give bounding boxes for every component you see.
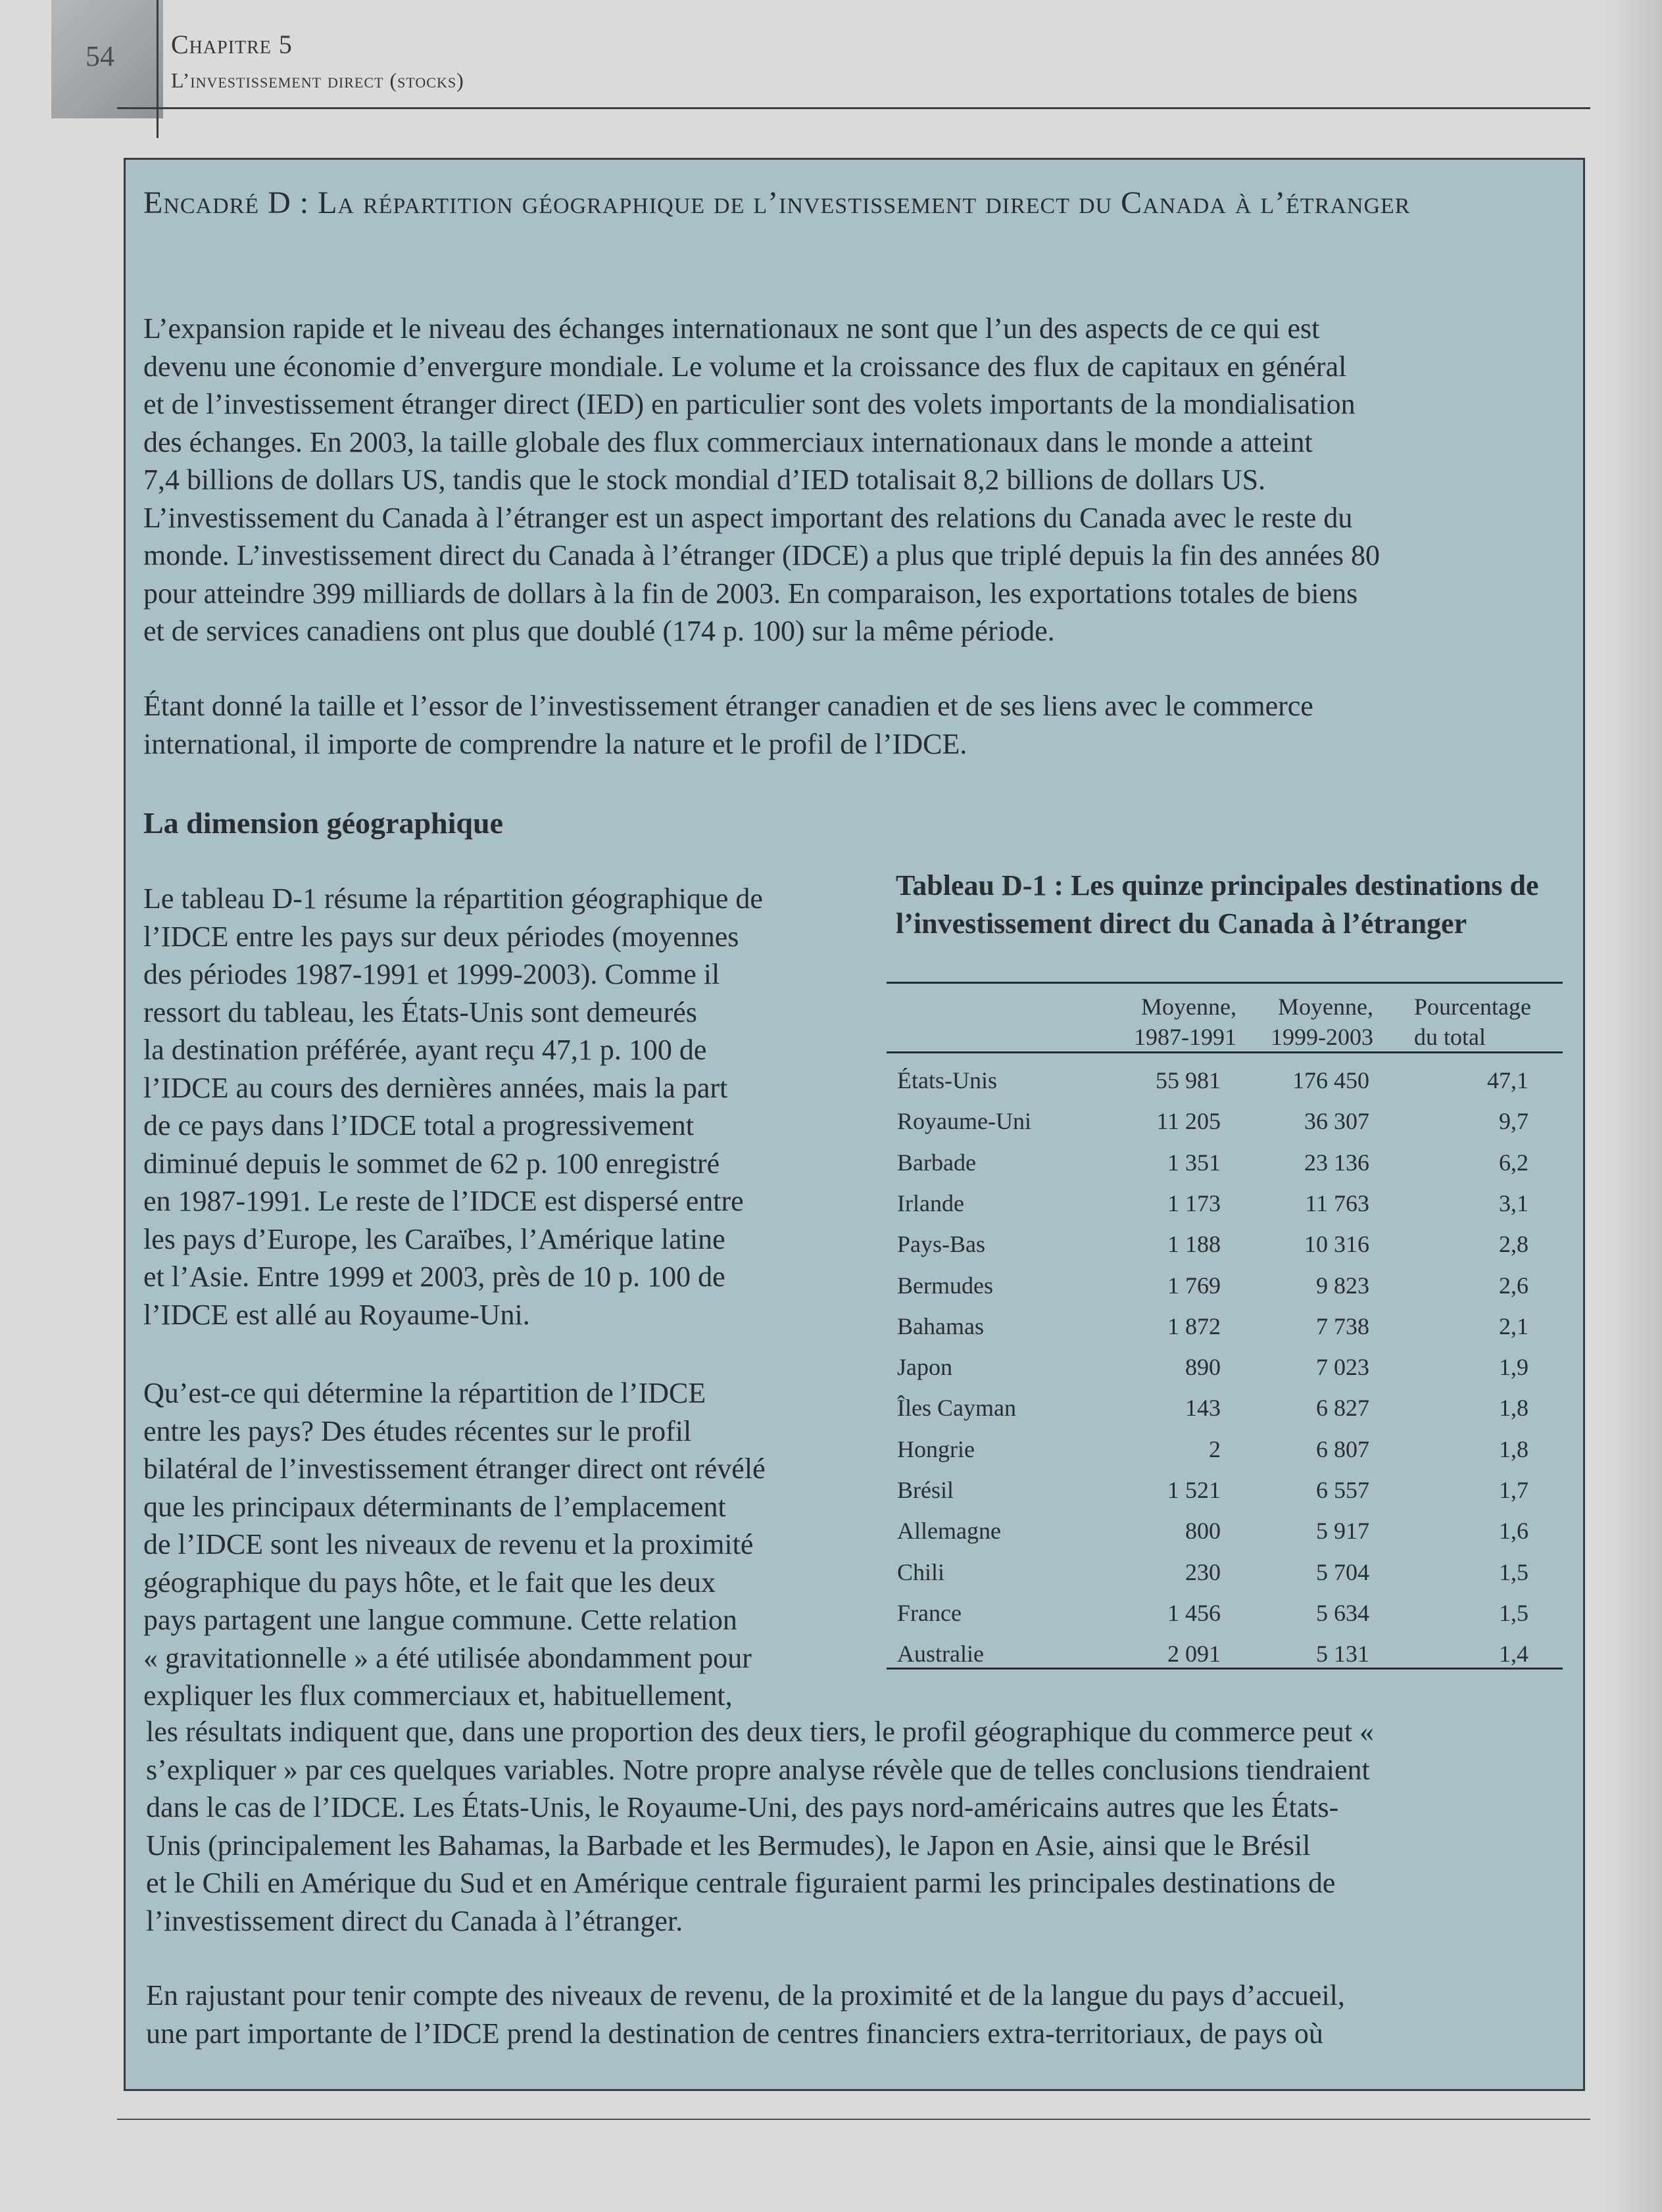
country-cell: Barbade [897, 1149, 976, 1176]
table-row [887, 1224, 1563, 1264]
table-header-col3 [1414, 992, 1565, 1052]
table-row [887, 1183, 1563, 1224]
table-header-rule [887, 1051, 1563, 1053]
country-cell: Allemagne [897, 1518, 1001, 1545]
text-line: pays partagent une langue commune. Cette relation [143, 1604, 737, 1636]
avg-1999-2003-cell: 7 738 [1316, 1312, 1369, 1339]
country-cell: Bahamas [897, 1312, 984, 1339]
table-row [887, 1429, 1563, 1470]
avg-1999-2003-cell: 5 634 [1316, 1599, 1369, 1626]
percent-total-cell: 3,1 [1499, 1190, 1528, 1216]
percent-total-cell: 1,8 [1499, 1435, 1528, 1462]
text-line: diminué depuis le sommet de 62 p. 100 enregistré [143, 1147, 720, 1180]
percent-total-cell: 1,5 [1499, 1599, 1528, 1626]
avg-1999-2003-cell: 6 807 [1316, 1435, 1369, 1462]
table-row [887, 1060, 1563, 1101]
country-cell: Chili [897, 1558, 945, 1585]
country-cell: États-Unis [897, 1067, 997, 1094]
country-cell: Îles Cayman [897, 1395, 1016, 1422]
country-cell: Pays-Bas [897, 1231, 985, 1258]
table-header-col1 [1079, 992, 1236, 1052]
text-line: Étant donné la taille et l’essor de l’investissement étranger canadien et de ses liens avec le commerce [143, 690, 1313, 722]
country-cell: Hongrie [897, 1435, 975, 1462]
table-top-rule [887, 982, 1563, 984]
avg-1999-2003-cell: 6 557 [1316, 1477, 1369, 1503]
country-cell: France [897, 1599, 962, 1626]
text-line: dans le cas de l’IDCE. Les États-Unis, le Royaume-Uni, des pays nord-américains autres que les États- [146, 1791, 1339, 1823]
country-cell: Japon [897, 1354, 952, 1381]
page-edge-shadow [1603, 0, 1662, 2212]
avg-1999-2003-cell: 176 450 [1292, 1067, 1369, 1094]
avg-1987-1991-cell: 890 [1185, 1354, 1221, 1381]
text-line: l’IDCE entre les pays sur deux périodes (moyennes [143, 920, 739, 953]
text-line: l’IDCE est allé au Royaume-Uni. [143, 1298, 530, 1331]
text-line: L’investissement du Canada à l’étranger est un aspect important des relations du Canada avec le reste du [143, 501, 1353, 534]
text-line: de l’IDCE sont les niveaux de revenu et la proximité [143, 1528, 754, 1560]
percent-total-cell: 6,2 [1499, 1149, 1528, 1176]
avg-1987-1991-cell: 1 456 [1167, 1599, 1221, 1626]
left-column-paragraph-2 [143, 1374, 873, 1715]
text-line: monde. L’investissement direct du Canada à l’étranger (IDCE) a plus que triplé depuis la fin des années 80 [143, 539, 1381, 571]
text-line: En rajustant pour tenir compte des niveaux de revenu, de la proximité et de la langue du pays d’accueil, [146, 1979, 1345, 2011]
table-row [887, 1306, 1563, 1347]
chapter-title: Chapitre 5 [171, 30, 293, 59]
text-line: ressort du tableau, les États-Unis sont demeurés [143, 996, 697, 1028]
intro-paragraph [143, 310, 1571, 650]
header-col1-line2: 1987-1991 [1134, 1024, 1236, 1050]
percent-total-cell: 1,6 [1499, 1518, 1528, 1545]
table-row [887, 1265, 1563, 1306]
avg-1999-2003-cell: 36 307 [1304, 1108, 1369, 1135]
percent-total-cell: 1,9 [1499, 1354, 1528, 1381]
percent-total-cell: 47,1 [1487, 1067, 1528, 1094]
percent-total-cell: 1,7 [1499, 1477, 1528, 1503]
avg-1987-1991-cell: 1 769 [1167, 1272, 1221, 1299]
text-line: expliquer les flux commerciaux et, habituellement, [143, 1679, 733, 1712]
text-line: et l’Asie. Entre 1999 et 2003, près de 10 p. 100 de [143, 1261, 725, 1293]
avg-1999-2003-cell: 9 823 [1316, 1272, 1369, 1299]
table-title: Tableau D-1 : Les quinze principales destinations de l’investissement direct du Canada à l’étranger [896, 869, 1539, 940]
table-row [887, 1593, 1563, 1633]
header-rule [117, 107, 1590, 109]
footer-rule [117, 2119, 1590, 2120]
avg-1987-1991-cell: 143 [1185, 1395, 1221, 1422]
table-row [887, 1510, 1563, 1551]
text-line: les pays d’Europe, les Caraïbes, l’Amérique latine [143, 1222, 725, 1255]
left-column-paragraph-1 [143, 880, 873, 1334]
table-row [887, 1347, 1563, 1387]
text-line: Le tableau D-1 résume la répartition géographique de [143, 882, 763, 915]
text-line: des périodes 1987-1991 et 1999-2003). Comme il [143, 958, 720, 990]
avg-1987-1991-cell: 1 173 [1167, 1190, 1221, 1216]
table-row [887, 1101, 1563, 1142]
header-col3-line2: du total [1414, 1024, 1486, 1050]
text-line: l’investissement direct du Canada à l’étranger. [146, 1904, 683, 1937]
text-line: en 1987-1991. Le reste de l’IDCE est dispersé entre [143, 1185, 744, 1217]
avg-1987-1991-cell: 230 [1185, 1558, 1221, 1585]
avg-1987-1991-cell: 1 521 [1167, 1477, 1221, 1503]
text-line: que les principaux déterminants de l’emplacement [143, 1490, 726, 1523]
country-cell: Royaume-Uni [897, 1108, 1031, 1135]
table-row [887, 1387, 1563, 1428]
text-line: et le Chili en Amérique du Sud et en Amérique centrale figuraient parmi les principales destinations de [146, 1867, 1336, 1899]
avg-1987-1991-cell: 800 [1185, 1518, 1221, 1545]
avg-1999-2003-cell: 6 827 [1316, 1395, 1369, 1422]
text-line: de ce pays dans l’IDCE total a progressivement [143, 1109, 694, 1142]
second-paragraph [143, 687, 1571, 763]
header-vertical-rule [157, 0, 159, 138]
table-header-col2 [1229, 992, 1373, 1052]
avg-1999-2003-cell: 10 316 [1304, 1231, 1369, 1258]
percent-total-cell: 1,4 [1499, 1641, 1528, 1668]
text-line: et de l’investissement étranger direct (IED) en particulier sont des volets importants de la mondialisation [143, 388, 1356, 420]
text-line: « gravitationnelle » a été utilisée abondamment pour [143, 1641, 752, 1674]
avg-1999-2003-cell: 23 136 [1304, 1149, 1369, 1176]
avg-1999-2003-cell: 5 704 [1316, 1558, 1369, 1585]
avg-1987-1991-cell: 1 872 [1167, 1312, 1221, 1339]
text-line: bilatéral de l’investissement étranger direct ont révélé [143, 1453, 766, 1485]
avg-1987-1991-cell: 2 091 [1167, 1641, 1221, 1668]
avg-1999-2003-cell: 7 023 [1316, 1354, 1369, 1381]
text-line: une part importante de l’IDCE prend la destination de centres financiers extra-territoriaux, de pays où [146, 2017, 1323, 2050]
header-col2-line2: 1999-2003 [1271, 1024, 1373, 1050]
country-cell: Australie [897, 1641, 984, 1668]
percent-total-cell: 2,1 [1499, 1312, 1528, 1339]
percent-total-cell: 2,8 [1499, 1231, 1528, 1258]
percent-total-cell: 9,7 [1499, 1108, 1528, 1135]
table-row [887, 1142, 1563, 1183]
text-line: Qu’est-ce qui détermine la répartition de l’IDCE [143, 1377, 706, 1409]
country-cell: Bermudes [897, 1272, 993, 1299]
text-line: les résultats indiquent que, dans une proportion des deux tiers, le profil géographique du commerce peut « [146, 1716, 1375, 1748]
avg-1999-2003-cell: 5 917 [1316, 1518, 1369, 1545]
country-cell: Irlande [897, 1190, 964, 1216]
section-heading: La dimension géographique [143, 806, 503, 840]
text-line: entre les pays? Des études récentes sur le profil [143, 1414, 692, 1447]
text-line: géographique du pays hôte, et le fait que les deux [143, 1566, 716, 1599]
page-number: 54 [86, 40, 114, 72]
text-line: pour atteindre 399 milliards de dollars à la fin de 2003. En comparaison, les exportations totales de biens [143, 577, 1358, 610]
text-line: devenu une économie d’envergure mondiale. Le volume et la croissance des flux de capitaux en général [143, 350, 1347, 383]
percent-total-cell: 1,5 [1499, 1558, 1528, 1585]
avg-1999-2003-cell: 5 131 [1316, 1641, 1369, 1668]
avg-1987-1991-cell: 1 188 [1167, 1231, 1221, 1258]
header-col2-line1: Moyenne, [1278, 994, 1373, 1020]
percent-total-cell: 2,6 [1499, 1272, 1528, 1299]
table-bottom-rule [887, 1668, 1563, 1670]
header-col1-line1: Moyenne, [1141, 994, 1236, 1020]
avg-1999-2003-cell: 11 763 [1305, 1190, 1369, 1216]
continued-paragraph [146, 1713, 1573, 1940]
text-line: L’expansion rapide et le niveau des échanges internationaux ne sont que l’un des aspects de ce qui est [143, 312, 1320, 345]
box-title: Encadré D : La répartition géographique de l’investissement direct du Canada à l’étranger [143, 185, 1411, 220]
country-cell: Brésil [897, 1477, 954, 1503]
text-line: 7,4 billions de dollars US, tandis que le stock mondial d’IED totalisait 8,2 billions de dollars US. [143, 464, 1266, 496]
text-line: des échanges. En 2003, la taille globale des flux commerciaux internationaux dans le monde a atteint [143, 425, 1313, 458]
avg-1987-1991-cell: 55 981 [1156, 1067, 1221, 1094]
avg-1987-1991-cell: 1 351 [1167, 1149, 1221, 1176]
last-paragraph [146, 1977, 1573, 2052]
text-line: et de services canadiens ont plus que doublé (174 p. 100) sur la même période. [143, 615, 1055, 647]
avg-1987-1991-cell: 11 205 [1156, 1108, 1221, 1135]
text-line: Unis (principalement les Bahamas, la Barbade et les Bermudes), le Japon en Asie, ainsi que le Brésil [146, 1829, 1311, 1862]
chapter-subtitle: L’investissement direct (stocks) [171, 68, 464, 92]
table-row [887, 1470, 1563, 1510]
percent-total-cell: 1,8 [1499, 1395, 1528, 1422]
text-line: international, il importe de comprendre la nature et le profil de l’IDCE. [143, 727, 967, 760]
text-line: l’IDCE au cours des dernières années, mais la part [143, 1071, 728, 1104]
text-line: la destination préférée, ayant reçu 47,1 p. 100 de [143, 1034, 707, 1066]
avg-1987-1991-cell: 2 [1209, 1435, 1221, 1462]
table-row [887, 1552, 1563, 1593]
header-col3-line1: Pourcentage [1414, 994, 1531, 1020]
text-line: s’expliquer » par ces quelques variables. Notre propre analyse révèle que de telles conclusions tiendraient [146, 1753, 1370, 1786]
